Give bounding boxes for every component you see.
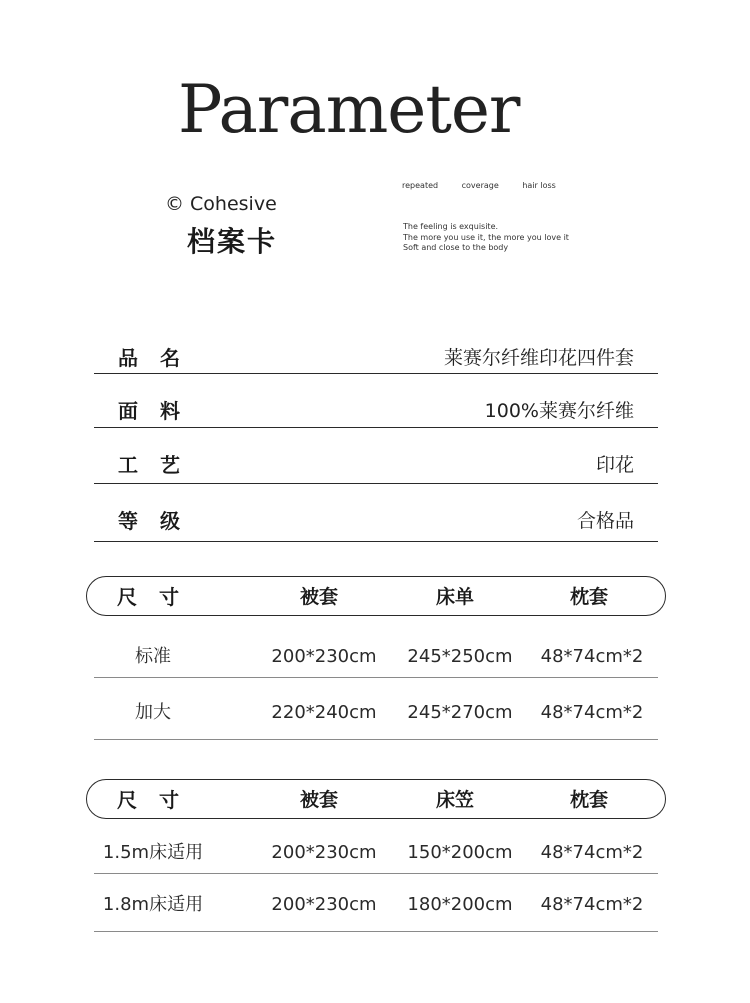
- page-title: Parameter: [178, 71, 520, 148]
- param-value: 100%莱赛尔纤维: [484, 400, 634, 422]
- description-line: The feeling is exquisite.: [403, 222, 499, 231]
- tag-item: coverage: [461, 181, 499, 190]
- table-cell: 48*74cm*2: [540, 646, 644, 667]
- table-cell: 48*74cm*2: [540, 842, 644, 863]
- header-cell-duvet: 被套: [299, 789, 338, 811]
- param-label: 品名: [118, 346, 202, 370]
- table-cell: 180*200cm: [407, 894, 513, 915]
- table-cell: 48*74cm*2: [540, 894, 644, 915]
- table-cell: 220*240cm: [271, 702, 377, 723]
- size-table-header: [86, 779, 666, 819]
- tag-list: [402, 180, 577, 192]
- param-row-grade: [94, 483, 658, 542]
- tag-item: hair loss: [522, 181, 556, 190]
- param-value: 印花: [595, 454, 634, 476]
- tag-item: repeated: [402, 181, 439, 190]
- param-label: 工艺: [118, 453, 202, 477]
- description-line: The more you use it, the more you love it: [403, 232, 569, 242]
- param-row-name: [94, 336, 658, 374]
- table-cell: 加大: [135, 702, 171, 723]
- header-cell-fitted-sheet: 床笠: [435, 789, 474, 811]
- table-row: [94, 693, 658, 740]
- table-row: [94, 885, 658, 932]
- description: [403, 222, 569, 254]
- header-cell-sheet: 床单: [435, 586, 474, 608]
- table-cell: 245*270cm: [407, 702, 513, 723]
- brand-name: © Cohesive: [165, 193, 277, 215]
- param-row-craft: [94, 427, 658, 484]
- table-row: [94, 637, 658, 678]
- table-row: [94, 833, 658, 874]
- param-value: 莱赛尔纤维印花四件套: [443, 347, 634, 369]
- param-value: 合格品: [576, 510, 634, 532]
- card-title: 档案卡: [187, 225, 278, 258]
- table-cell: 标准: [135, 646, 171, 667]
- param-row-fabric: [94, 373, 658, 428]
- size-table-header: [86, 576, 666, 616]
- table-cell: 245*250cm: [407, 646, 513, 667]
- table-cell: 1.5m床适用: [102, 842, 204, 863]
- table-cell: 200*230cm: [271, 894, 377, 915]
- table-cell: 1.8m床适用: [102, 894, 204, 915]
- header-cell-duvet: 被套: [299, 586, 338, 608]
- description-line: Soft and close to the body: [403, 243, 509, 252]
- table-cell: 200*230cm: [271, 842, 377, 863]
- param-label: 等级: [118, 509, 202, 533]
- table-cell: 200*230cm: [271, 646, 377, 667]
- table-cell: 150*200cm: [407, 842, 513, 863]
- header-cell-pillowcase: 枕套: [569, 586, 608, 608]
- header-cell-size: 尺寸: [117, 585, 201, 609]
- param-label: 面料: [118, 399, 202, 423]
- table-cell: 48*74cm*2: [540, 702, 644, 723]
- header-cell-pillowcase: 枕套: [569, 789, 608, 811]
- header-cell-size: 尺寸: [117, 788, 201, 812]
